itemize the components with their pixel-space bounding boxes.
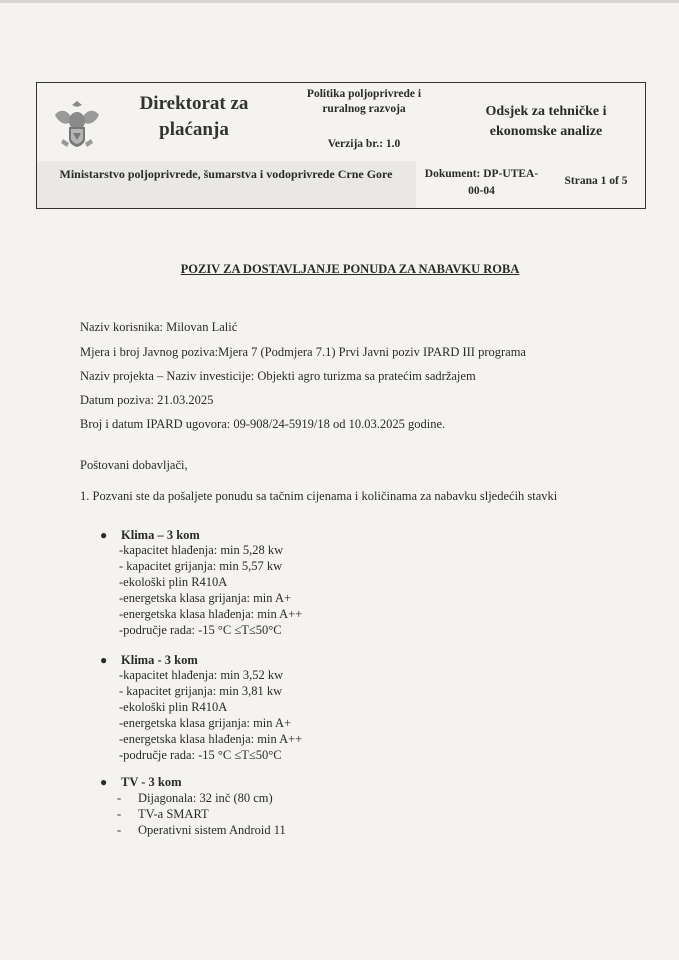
montenegro-coat-of-arms-icon — [49, 95, 105, 151]
directorate-title: Direktorat za plaćanja — [139, 93, 249, 140]
item-title: TV - 3 kom — [121, 775, 182, 789]
document-cell — [416, 161, 547, 208]
bullet-icon: ● — [100, 528, 108, 542]
page-number: Strana 1 of 5 — [564, 175, 628, 187]
date-line: Datum poziva: 21.03.2025 — [80, 393, 214, 407]
dash-marker: - — [117, 791, 122, 805]
greeting: Poštovani dobavljači, — [80, 458, 188, 472]
item-spec: -područje rada: -15 °C ≤T≤50°C — [119, 748, 282, 762]
dash-marker: - — [117, 823, 122, 837]
scan-edge — [0, 0, 679, 3]
item-spec: - kapacitet grijanja: min 3,81 kw — [119, 684, 283, 698]
item-spec: -ekološki plin R410A — [119, 575, 228, 589]
ministry-cell — [37, 161, 416, 208]
version-cell — [281, 129, 447, 161]
dash-marker: - — [117, 807, 122, 821]
page-cell — [547, 161, 645, 208]
intro-paragraph: 1. Pozvani ste da pošaljete ponudu sa tačnim cijenama i količinama za nabavku sljedećih stavki — [80, 489, 558, 503]
item-spec: -energetska klasa grijanja: min A+ — [119, 591, 292, 605]
document-number: Dokument: DP-UTEA-00-04 — [424, 168, 539, 197]
item-spec: - kapacitet grijanja: min 5,57 kw — [119, 559, 283, 573]
policy-text: Politika poljoprivrede i ruralnog razvoja — [306, 88, 422, 115]
project-line: Naziv projekta – Naziv investicije: Objekti agro turizma sa pratećim sadržajem — [80, 369, 476, 383]
item-spec: -energetska klasa grijanja: min A+ — [119, 716, 292, 730]
bullet-icon: ● — [100, 653, 108, 667]
item-title: Klima - 3 kom — [121, 653, 198, 667]
department-text: Odsjek za tehničke i ekonomske analize — [485, 104, 607, 139]
document-title: POZIV ZA DOSTAVLJANJE PONUDA ZA NABAVKU ROBA — [180, 262, 520, 276]
item-spec-text: Dijagonala: 32 inč (80 cm) — [138, 791, 273, 805]
item-spec-text: TV-a SMART — [138, 807, 209, 821]
item-spec: -ekološki plin R410A — [119, 700, 228, 714]
header-table — [36, 82, 646, 209]
department-cell — [447, 83, 645, 161]
directorate-cell — [37, 83, 281, 161]
item-spec: -energetska klasa hlađenja: min A++ — [119, 607, 303, 621]
item-spec: -energetska klasa hlađenja: min A++ — [119, 732, 303, 746]
item-spec-text: Operativni sistem Android 11 — [138, 823, 286, 837]
item-spec: -kapacitet hlađenja: min 5,28 kw — [119, 543, 284, 557]
item-spec: -kapacitet hlađenja: min 3,52 kw — [119, 668, 284, 682]
ministry-text: Ministarstvo poljoprivrede, šumarstva i vodoprivrede Crne Gore — [59, 167, 393, 181]
measure-line: Mjera i broj Javnog poziva:Mjera 7 (Podmjera 7.1) Prvi Javni poziv IPARD III programa — [80, 345, 526, 359]
bullet-icon: ● — [100, 775, 108, 789]
policy-cell — [281, 83, 447, 129]
item-title: Klima – 3 kom — [121, 528, 200, 542]
contract-line: Broj i datum IPARD ugovora: 09-908/24-5919/18 od 10.03.2025 godine. — [80, 417, 446, 431]
version-text: Verzija br.: 1.0 — [327, 138, 401, 150]
item-spec: -područje rada: -15 °C ≤T≤50°C — [119, 623, 282, 637]
beneficiary-line: Naziv korisnika: Milovan Lalić — [80, 320, 238, 334]
